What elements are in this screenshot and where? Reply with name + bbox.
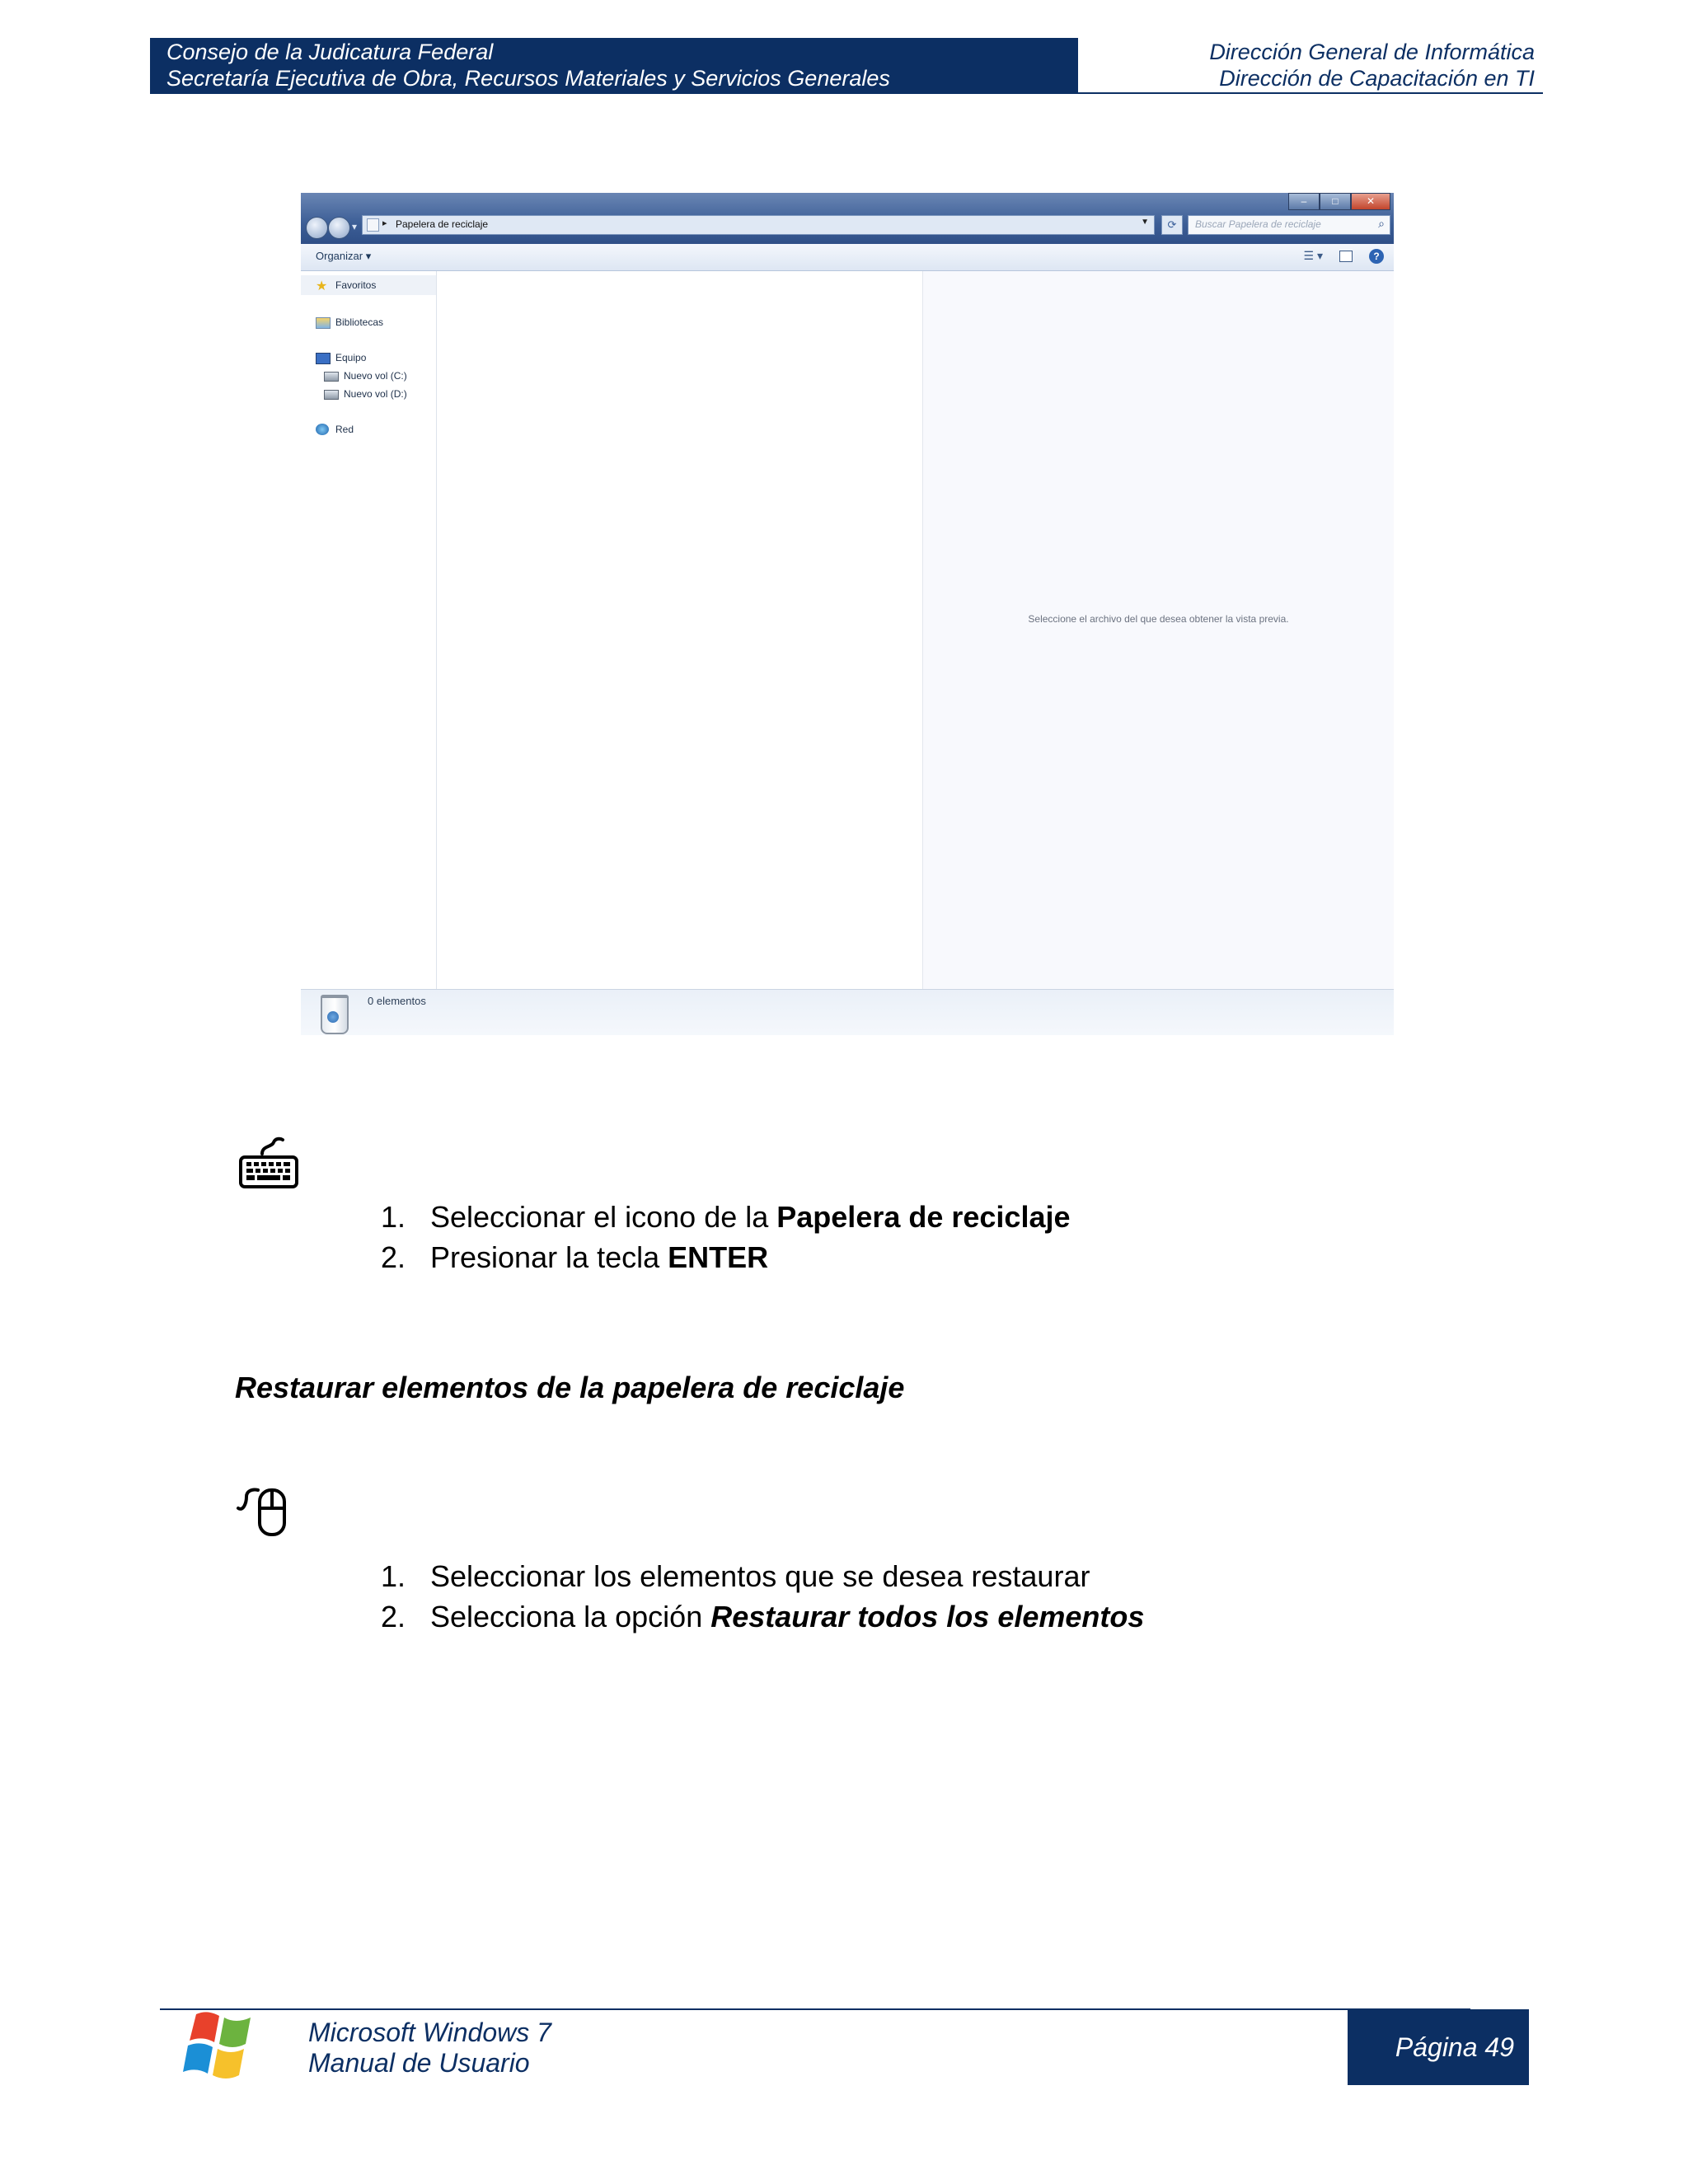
explorer-window: [301, 193, 1394, 1035]
header-org-secretariat: Secretaría Ejecutiva de Obra, Recursos Materiales y Servicios Generales: [166, 66, 890, 91]
header-rule: [150, 92, 1543, 94]
status-bar: [301, 989, 1394, 1035]
drive-icon: [324, 372, 339, 382]
preview-pane-icon[interactable]: [1339, 251, 1353, 262]
header-direction-general: Dirección General de Informática: [1209, 40, 1535, 64]
preview-message: Seleccione el archivo del que desea obtener la vista previa.: [1028, 613, 1289, 625]
search-placeholder: Buscar Papelera de reciclaje: [1195, 218, 1321, 230]
recycle-bin-icon: [321, 995, 349, 1034]
explorer-toolbar: [301, 244, 1394, 271]
file-list-pane[interactable]: [437, 271, 923, 989]
footer-rule: [160, 2008, 1470, 2010]
address-dropdown-icon[interactable]: ▼: [1141, 218, 1149, 227]
windows-logo-icon: [181, 2008, 264, 2083]
back-button[interactable]: [306, 217, 328, 239]
item-count: 0 elementos: [368, 995, 426, 1007]
navigation-pane: ★ Favoritos Bibliotecas Equipo Nuevo vol (C:) Nuevo vol (D:) Red: [301, 271, 437, 989]
header-direction-training: Dirección de Capacitación en TI: [1219, 66, 1535, 91]
footer-product: Microsoft Windows 7: [308, 2018, 551, 2047]
list-item: 1. Seleccionar los elementos que se desea restaurar: [381, 1559, 1090, 1593]
address-text: Papelera de reciclaje: [396, 218, 489, 230]
list-item: 1. Seleccionar el icono de la Papelera de reciclaje: [381, 1200, 1071, 1234]
recent-pages-dropdown-icon[interactable]: ▾: [352, 221, 358, 232]
drive-icon: [324, 390, 339, 400]
change-view-icon[interactable]: ☰ ▾: [1303, 249, 1323, 262]
help-icon[interactable]: ?: [1369, 249, 1384, 264]
nav-item-favorites[interactable]: ★ Favoritos: [301, 275, 436, 295]
header-banner: [150, 38, 1078, 92]
search-box[interactable]: [1188, 215, 1390, 235]
mouse-icon: [235, 1483, 293, 1540]
libraries-icon: [316, 317, 331, 329]
close-button[interactable]: ✕: [1351, 193, 1390, 210]
refresh-button[interactable]: ⟳: [1161, 215, 1183, 235]
explorer-titlebar: [301, 193, 1394, 244]
network-icon: [316, 424, 329, 435]
star-icon: ★: [316, 279, 328, 293]
footer-title: [308, 2018, 551, 2079]
search-icon[interactable]: ⌕: [1378, 217, 1385, 230]
header-org-name: Consejo de la Judicatura Federal: [166, 40, 494, 64]
keyboard-icon: [237, 1136, 300, 1192]
footer-page-box: [1348, 2009, 1529, 2085]
mouse-steps-list: [381, 1556, 1144, 1637]
minimize-button[interactable]: –: [1288, 193, 1320, 210]
organize-menu[interactable]: Organizar ▾: [316, 250, 372, 262]
page-number: Página 49: [1395, 2032, 1514, 2062]
footer-manual: Manual de Usuario: [308, 2048, 530, 2078]
window-controls: [1288, 193, 1390, 209]
section-heading: Restaurar elementos de la papelera de reciclaje: [235, 1371, 905, 1404]
preview-pane: [923, 271, 1394, 989]
list-item: 2. Presionar la tecla ENTER: [381, 1240, 769, 1274]
list-item: 2. Selecciona la opción Restaurar todos los elementos: [381, 1600, 1145, 1633]
address-bar[interactable]: [362, 215, 1155, 235]
breadcrumb-arrow-icon[interactable]: ▸: [382, 218, 387, 228]
computer-icon: [316, 353, 331, 364]
header-right: [1209, 39, 1535, 91]
folder-icon: [367, 218, 379, 232]
forward-button[interactable]: [328, 217, 350, 239]
keyboard-steps-list: [381, 1197, 1071, 1277]
maximize-button[interactable]: □: [1320, 193, 1351, 210]
